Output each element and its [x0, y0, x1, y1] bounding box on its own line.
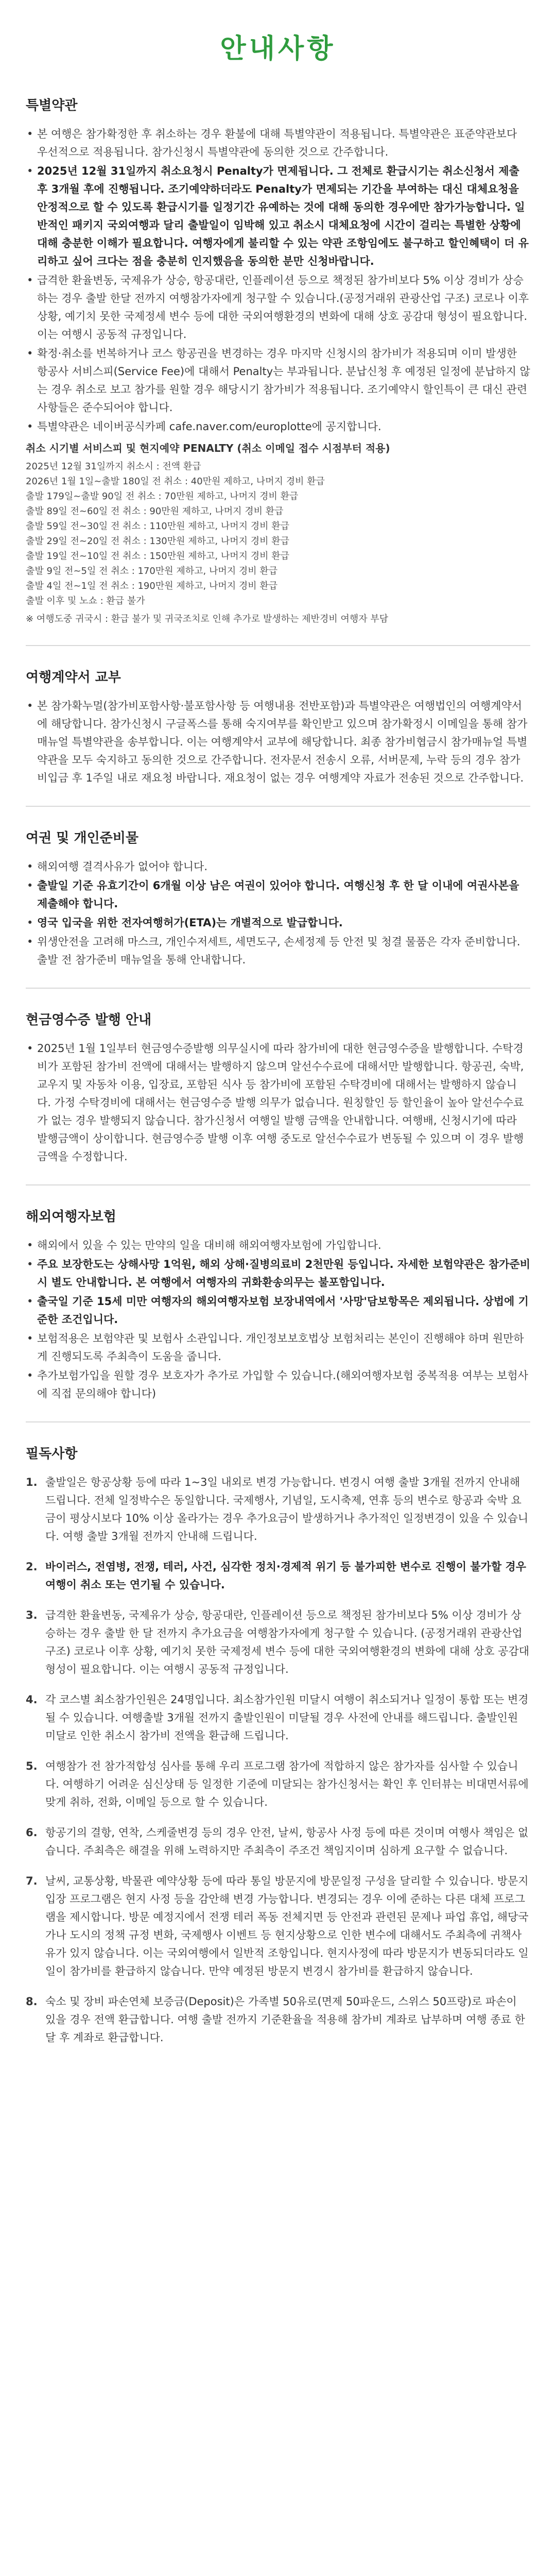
penalty-table [26, 437, 530, 626]
penalty-line: 2026년 1월 1일~출발 180일 전 취소 : 40만원 제하고, 나머지 경비 환급 [26, 476, 325, 487]
note-text: 여행참가 전 참가적합성 심사를 통해 우리 프로그램 참가에 적합하지 않은 참가자를 심사할 수 있습니다. 여행하기 어려운 심신상태 등 일정한 기준에 미달되는 참가신청서는 확인 후 인터뷰는 비대면서류에 맞게 취하, 전화, 이메일 등으로 할 수 있습니다. [45, 1760, 529, 1808]
list-item: 6. 항공기의 결항, 연착, 스케줄변경 등의 경우 안전, 날씨, 항공사 사정 등에 따른 것이며 여행사 책임은 없습니다. 주최측은 해결을 위해 노력하지만 주최측이 주조건 책임지이며 심하게 요구할 수 없습니다. [26, 1826, 529, 1857]
note-text: 숙소 및 장비 파손연체 보증금(Deposit)은 가족별 50유로(면제 50파운드, 스위스 50프랑)로 파손이 있을 경우 전액 환급합니다. 여행 출발 전까지 기준환율을 적용해 참가비 계좌로 납부하며 여행 종료 한달 후 계좌로 환급합니다. [45, 1995, 525, 2044]
emphasis-text: 2025년 12월 31일까지 취소요청시 Penalty가 면제됩니다. 그 전체로 환급시기는 취소신청서 제출 후 3개월 후에 진행됩니다. 조기예약하더라도 Penalty가 면제되는 기간을 부여하는 대신 대체요청을 안정적으로 할 수 있도록 환급시기를 일정기간 유예하는 것에 대해 동의한 경우에만 참가가능합니다. 일반적인 패키지 국외여행과 달리 출발일이 임박해 있고 취소시 대체요청에 시간이 걸리는 특별한 상황에 대해 충분한 이해가 필요합니다. 여행자에게 불리할 수 있는 약관 조항임에도 불구하고 할인혜택이 더 유리하고 싶어 크다는 점을 충분히 인지했음을 동의한 분만 신청바랍니다. [37, 165, 529, 267]
list-item [26, 1293, 530, 1329]
list-item: 5. 여행참가 전 참가적합성 심사를 통해 우리 프로그램 참가에 적합하지 않은 참가자를 심사할 수 있습니다. 여행하기 어려운 심신상태 등 일정한 기준에 미달되는 참가신청서는 확인 후 인터뷰는 비대면서류에 맞게 취하, 전화, 이메일 등으로 할 수 있습니다. [26, 1760, 529, 1808]
penalty-line: 출발 이후 및 노쇼 : 환급 불가 [26, 596, 145, 606]
transfer-list [26, 697, 530, 787]
list-item: 1. 출발일은 항공상황 등에 따라 1~3일 내외로 변경 가능합니다. 변경시 여행 출발 3개월 전까지 안내해 드립니다. 전체 일정박수은 동일합니다. 국제행사, 기념일, 도시축제, 연휴 등의 변수로 항공과 숙박 요금이 평상시보다 10% 이상 올라가는 경우 추가요금이 발생하거나 추가적인 일정변경이 있을 수 있습니다. 여행 출발 3개월 전까지 안내해 드립니다. [26, 1476, 529, 1543]
notes-section [0, 1422, 556, 2047]
receipt-section [0, 989, 556, 1185]
list-item: • 확정·취소를 번복하거나 코스 항공권을 변경하는 경우 마지막 신청시의 참가비가 적용되며 이미 발생한 항공사 서비스피(Service Fee)에 대해서 Penalty는 부과됩니다. 분납신청 후 예정된 일정에 분납하지 않는 경우 취소로 보고 참가를 원할 경우 해당시기 참가비가 적용됩니다. 조기예약시 할인특이 큰 대신 관련 사항들은 준수되어야 합니다. [26, 345, 530, 417]
insurance-heading: 해외여행자보험 [26, 1209, 116, 1225]
list-item: 2. 바이러스, 전염병, 전쟁, 테러, 사건, 심각한 정치·경제적 위기 등 불가피한 변수로 진행이 불가할 경우 여행이 취소 또는 연기될 수 있습니다. [26, 1561, 527, 1591]
transfer-heading: 여행계약서 교부 [26, 670, 121, 685]
passport-heading: 여권 및 개인준비물 [26, 831, 139, 846]
list-item: • 보험적용은 보험약관 및 보험사 소관입니다. 개인정보보호법상 보험처리는 본인이 진행해야 하며 원만하게 진행되도록 주최측이 도움을 줍니다. [26, 1330, 530, 1366]
emphasis-text: 출국일 기준 15세 미만 여행자의 해외여행자보험 보장내역에서 '사망'담보항목은 제외됩니다. 상법에 기준한 조건입니다. [37, 1295, 529, 1326]
note-text: 각 코스별 최소참가인원은 24명입니다. 최소참가인원 미달시 여행이 취소되거나 일정이 통합 또는 변경될 수 있습니다. 여행출발 3개월 전까지 출발인원이 미달될 경우 사전에 안내를 해드립니다. 출발인원 미달로 인한 취소시 참가비 전액을 환급해 드립니다. [45, 1693, 529, 1742]
list-item: • 해외여행 결격사유가 없어야 합니다. [26, 858, 530, 876]
note-text: 날씨, 교통상황, 박물관 예약상황 등에 따라 통일 방문지에 방문일정 구성을 달리할 수 있습니다. 방문지 입장 프로그램은 현지 사정 등을 감안해 변경 가능합니다. 변경되는 경우 이에 준하는 다른 대체 프로그램을 제시합니다. 방문 예정지에서 전쟁 테러 폭동 전체지면 등 안전과 관련된 문제나 파업 휴업, 해당국가나 도시의 정책 규정 변화, 국제행사 이벤트 등 현지상황으로 인한 변수에 대해서도 주최측에 귀책사유가 있지 않습니다. 이는 국외여행에서 일반적 조항입니다. 현지사정에 따라 방문지가 변동되더라도 일일이 참가비를 환급하지 않습니다. 만약 예정된 방문지 변경시 참가비를 환급하지 않습니다. [45, 1875, 529, 1977]
receipt-list [26, 1040, 530, 1166]
list-item: • 2025년 1월 1일부터 현금영수증발행 의무실시에 따라 참가비에 대한 현금영수증을 발행합니다. 수탁경비가 포함된 참가비 전액에 대해서는 발행하지 않으며 알선수수료에 대해서만 발행합니다. 항공권, 숙박, 교우지 및 자동차 이용, 입장료, 포함된 식사 등 참가비에 포함된 수탁경비에 대해서는 발행하지 않습니다. 가정 수탁경비에 대해서는 현금영수증 발행 의무가 없습니다. 원칭할인 등 할인율이 높아 알선수수료가 없는 경우 발행되지 않습니다. 참가신청서 여행일 발행 금액을 안내합니다. 여행배, 신청시기에 따라 발행금액이 상이합니다. 현금영수증 발행 이후 여행 중도로 알선수수료가 변동될 수 있으며 이 경우 발행금액을 수정합니다. [26, 1040, 530, 1166]
special-terms-section [0, 74, 556, 646]
transfer-section [0, 646, 556, 807]
notes-heading: 필독사항 [26, 1446, 78, 1462]
insurance-list [26, 1236, 530, 1403]
penalty-line: 출발 19일 전~10일 전 취소 : 150만원 제하고, 나머지 경비 환급 [26, 551, 290, 562]
penalty-line: 2025년 12월 31일까지 취소시 : 전액 환급 [26, 461, 201, 472]
note-text: 출발일은 항공상황 등에 따라 1~3일 내외로 변경 가능합니다. 변경시 여행 출발 3개월 전까지 안내해 드립니다. 전체 일정박수은 동일합니다. 국제행사, 기념일, 도시축제, 연휴 등의 변수로 항공과 숙박 요금이 평상시보다 10% 이상 올라가는 경우 추가요금이 발생하거나 추가적인 일정변경이 있을 수 있습니다. 여행 출발 3개월 전까지 안내해 드립니다. [45, 1476, 529, 1543]
special-terms-heading: 특별약관 [26, 98, 78, 113]
emphasis-text: 영국 입국을 위한 전자여행허가(ETA)는 개별적으로 발급합니다. [37, 917, 343, 929]
penalty-line: 출발 29일 전~20일 전 취소 : 130만원 제하고, 나머지 경비 환급 [26, 536, 290, 547]
note-text: 급격한 환율변동, 국제유가 상승, 항공대란, 인플레이션 등으로 책정된 참가비보다 5% 이상 경비가 상승하는 경우 출발 한 달 전까지 추가요금을 여행참가자에게 청구할 수 있습니다. (공정거래위 관광산업 구조) 코로나 이후 상황, 예기치 못한 국제정세 변수 등에 대한 국외여행환경의 변화에 대해 상호 공감대 형성이 필요합니다. 이는 여행시 공동적 규정입니다. [45, 1609, 530, 1675]
penalty-line: 출발 9일 전~5일 전 취소 : 170만원 제하고, 나머지 경비 환급 [26, 566, 278, 577]
list-item: 4. 각 코스별 최소참가인원은 24명입니다. 최소참가인원 미달시 여행이 취소되거나 일정이 통합 또는 변경될 수 있습니다. 여행출발 3개월 전까지 출발인원이 미달될 경우 사전에 안내를 해드립니다. 출발인원 미달로 인한 취소시 참가비 전액을 환급해 드립니다. [26, 1693, 529, 1742]
list-item: • 특별약관은 네이버공식카페 cafe.naver.com/europlotte에 공지합니다. [26, 418, 530, 436]
penalty-note: ※ 여행도중 귀국시 : 환급 불가 및 귀국조치로 인해 추가로 발생하는 제반경비 여행자 부담 [26, 614, 389, 624]
note-text: 항공기의 결항, 연착, 스케줄변경 등의 경우 안전, 날씨, 항공사 사정 등에 따른 것이며 여행사 책임은 없습니다. 주최측은 해결을 위해 노력하지만 주최측이 주조건 책임지이며 심하게 요구할 수 없습니다. [45, 1826, 529, 1857]
passport-section [0, 807, 556, 989]
emphasis-text: 출발일 기준 유효기간이 6개월 이상 남은 여권이 있어야 합니다. 여행신청 후 한 달 이내에 여권사본을 제출해야 합니다. [37, 879, 519, 910]
list-item [26, 162, 530, 270]
list-item: 3. 급격한 환율변동, 국제유가 상승, 항공대란, 인플레이션 등으로 책정된 참가비보다 5% 이상 경비가 상승하는 경우 출발 한 달 전까지 추가요금을 여행참가자에게 청구할 수 있습니다. (공정거래위 관광산업 구조) 코로나 이후 상황, 예기치 못한 국제정세 변수 등에 대한 국외여행환경의 변화에 대해 상호 공감대 형성이 필요합니다. 이는 여행시 공동적 규정입니다. [26, 1609, 530, 1675]
page-title: 안내사항 [220, 33, 336, 64]
emphasis-text: 주요 보장한도는 상해사망 1억원, 해외 상해·질병의료비 2천만원 등입니다. 자세한 보험약관은 참가준비 시 별도 안내합니다. 본 여행에서 여행자의 귀화환송의무는 불포함입니다. [37, 1258, 530, 1289]
list-item [26, 914, 530, 932]
list-item [26, 1256, 530, 1292]
notes-list [26, 1473, 530, 2047]
penalty-line: 출발 4일 전~1일 전 취소 : 190만원 제하고, 나머지 경비 환급 [26, 581, 278, 591]
list-item: 7. 날씨, 교통상황, 박물관 예약상황 등에 따라 통일 방문지에 방문일정 구성을 달리할 수 있습니다. 방문지 입장 프로그램은 현지 사정 등을 감안해 변경 가능합니다. 변경되는 경우 이에 준하는 다른 대체 프로그램을 제시합니다. 방문 예정지에서 전쟁 테러 폭동 전체지면 등 안전과 관련된 문제나 파업 휴업, 해당국가나 도시의 정책 규정 변화, 국제행사 이벤트 등 현지상황으로 인한 변수에 대해서도 주최측에 귀책사유가 있지 않습니다. 이는 국외여행에서 일반적 조항입니다. 현지사정에 따라 방문지가 변동되더라도 일일이 참가비를 환급하지 않습니다. 만약 예정된 방문지 변경시 참가비를 환급하지 않습니다. [26, 1875, 529, 1977]
list-item: 8. 숙소 및 장비 파손연체 보증금(Deposit)은 가족별 50유로(면제 50파운드, 스위스 50프랑)로 파손이 있을 경우 전액 환급합니다. 여행 출발 전까지 기준환율을 적용해 참가비 계좌로 납부하며 여행 종료 한달 후 계좌로 환급합니다. [26, 1995, 525, 2044]
penalty-line: 출발 59일 전~30일 전 취소 : 110만원 제하고, 나머지 경비 환급 [26, 521, 290, 532]
penalty-title: 취소 시기별 서비스피 및 현지예약 PENALTY (취소 이메일 접수 시점부터 적용) [26, 442, 390, 454]
special-terms-list [26, 125, 530, 436]
penalty-line: 출발 89일 전~60일 전 취소 : 90만원 제하고, 나머지 경비 환급 [26, 506, 284, 517]
list-item: • 해외에서 있을 수 있는 만약의 일을 대비해 해외여행자보험에 가입합니다. [26, 1236, 530, 1255]
penalty-line: 출발 179일~출발 90일 전 취소 : 70만원 제하고, 나머지 경비 환급 [26, 491, 299, 502]
list-item: • 추가보험가입을 원할 경우 보호자가 추가로 가입할 수 있습니다.(해외여행자보험 중복적용 여부는 보험사에 직접 문의해야 합니다) [26, 1367, 530, 1403]
list-item: • 위생안전을 고려해 마스크, 개인수저세트, 세면도구, 손세정제 등 안전 및 청결 물품은 각자 준비합니다. 출발 전 참가준비 매뉴얼을 통해 안내합니다. [26, 933, 530, 969]
list-item: • 본 참가확누멀(참가비포함사항·불포함사항 등 여행내용 전반포함)과 특별약관은 여행법인의 여행계약서에 해당합니다. 참가신청시 구글폭스를 통해 숙지여부를 확인받고 있으며 참가확정시 이메일을 통해 참가매뉴얼 특별약관을 송부합니다. 이는 여행계약서 교부에 해당합니다. 최종 참가비협금시 참가매뉴얼 특별약관을 모두 숙지하고 동의한 것으로 간주합니다. 전자문서 전송시 오류, 서버문제, 누락 등의 경우 참가비입금 후 1주일 내로 재요청 바랍니다. 재요청이 없는 경우 여행계약 자료가 전송된 것으로 간주합니다. [26, 697, 530, 787]
list-item: • 본 여행은 참가확정한 후 취소하는 경우 환불에 대해 특별약관이 적용됩니다. 특별약관은 표준약관보다 우선적으로 적용됩니다. 참가신청시 특별약관에 동의한 것으로 간주합니다. [26, 125, 530, 161]
insurance-section [0, 1185, 556, 1422]
receipt-heading: 현금영수증 발행 안내 [26, 1012, 152, 1028]
list-item [26, 877, 530, 913]
note-text: 바이러스, 전염병, 전쟁, 테러, 사건, 심각한 정치·경제적 위기 등 불가피한 변수로 진행이 불가할 경우 여행이 취소 또는 연기될 수 있습니다. [45, 1561, 527, 1591]
list-item: • 급격한 환율변동, 국제유가 상승, 항공대란, 인플레이션 등으로 책정된 참가비보다 5% 이상 경비가 상승하는 경우 출발 한달 전까지 여행참가자에게 청구할 수 있습니다.(공정거래위 관광산업 구조) 코로나 이후 상황, 예기치 못한 국제정세 변수 등에 대한 국외여행환경의 변화에 대해 상호 공감대 형성이 필요합니다. 이는 여행시 공동적 규정입니다. [26, 272, 530, 344]
passport-list [26, 858, 530, 969]
